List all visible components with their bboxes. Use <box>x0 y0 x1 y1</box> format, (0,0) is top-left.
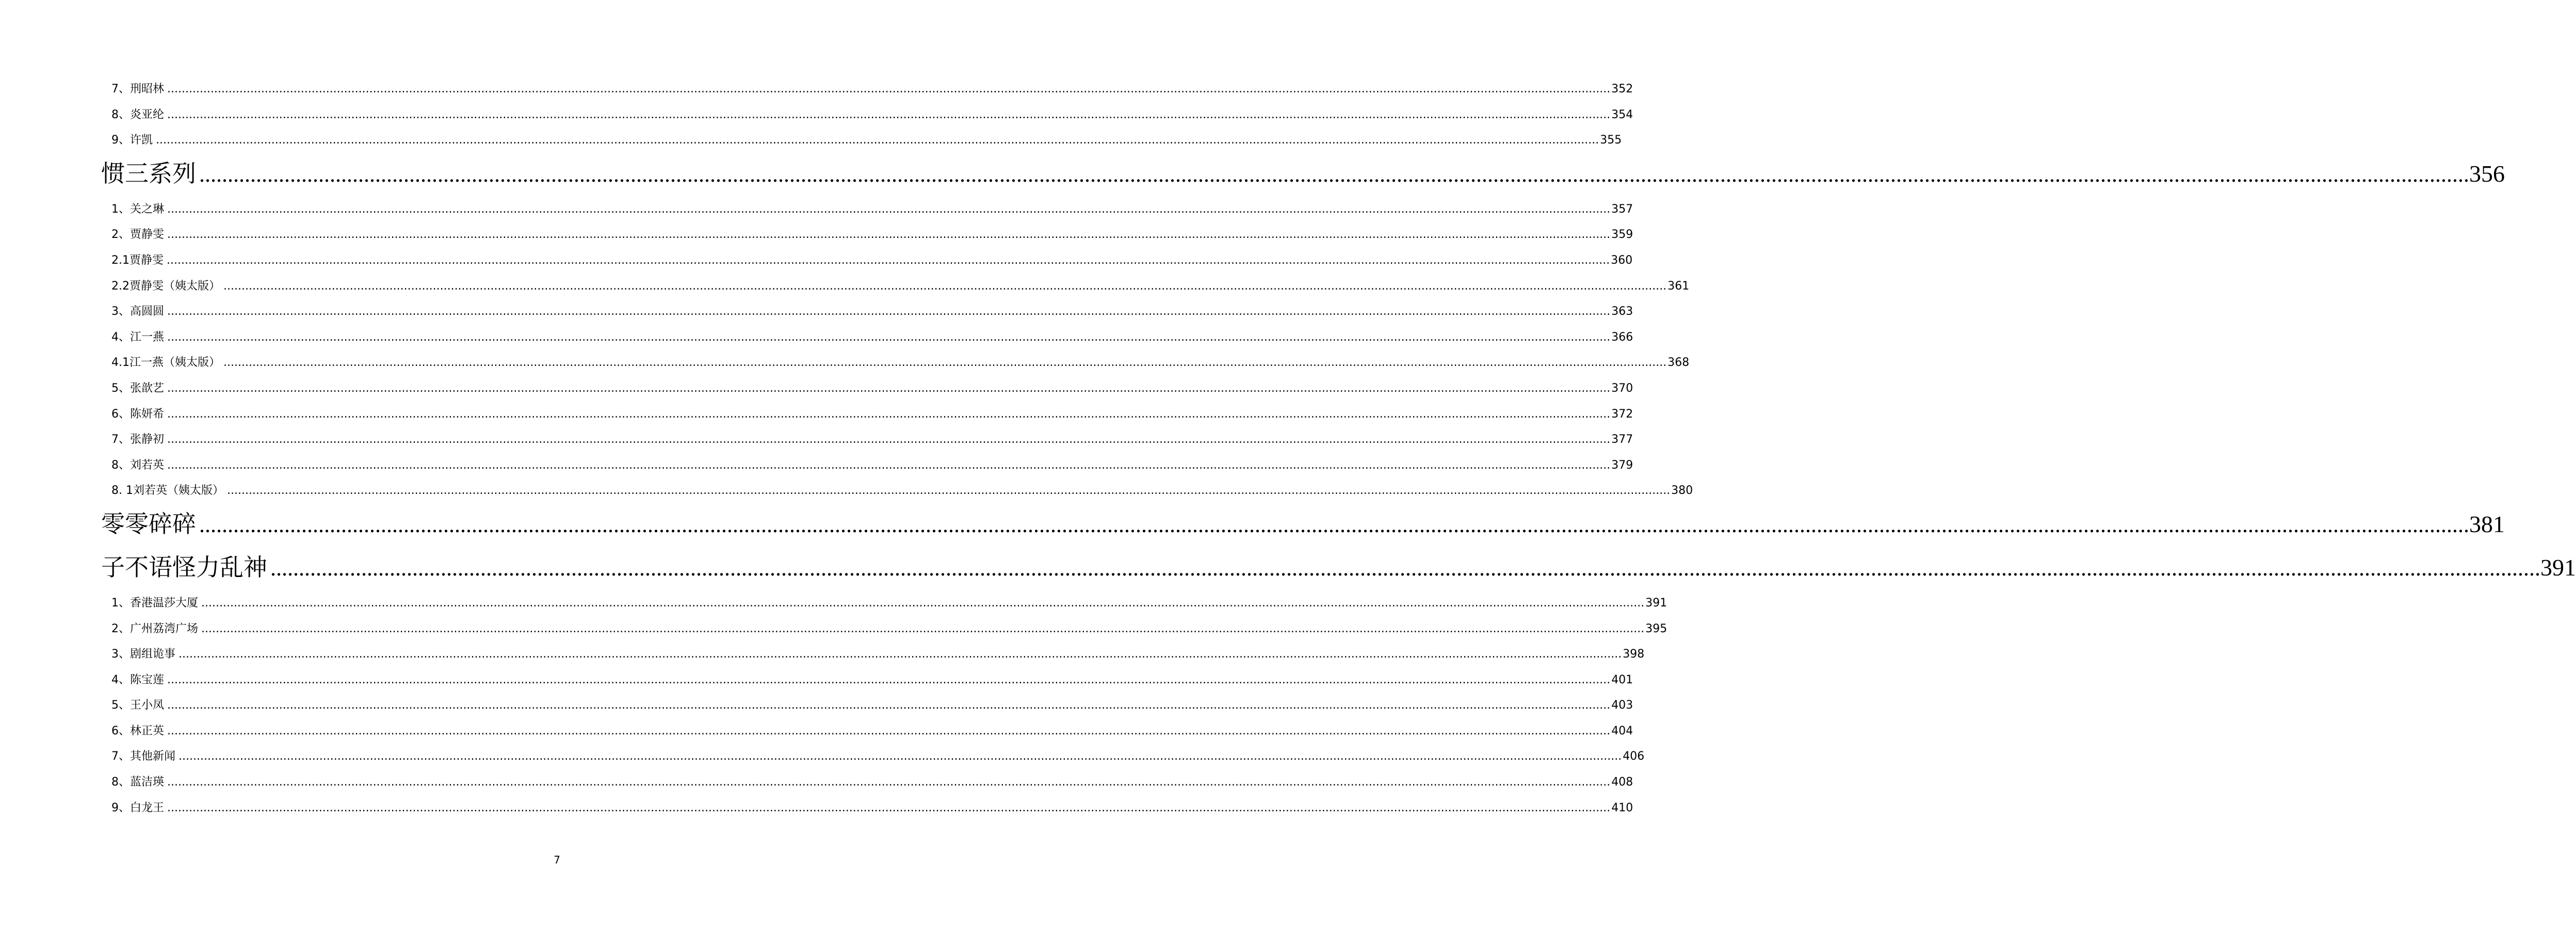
table-of-contents <box>101 76 2576 821</box>
toc-entry[interactable] <box>101 248 1633 274</box>
heading-spacer <box>101 581 559 590</box>
toc-entry[interactable] <box>101 76 1633 102</box>
dot-leader: ................................................................................................................................................................................................................................................................................................................................................................................................................ <box>167 673 1611 686</box>
toc-entry[interactable] <box>101 744 1645 770</box>
toc-entry-title: 8、刘若英 <box>111 458 164 472</box>
toc-entry[interactable] <box>101 127 1622 153</box>
toc-entry[interactable] <box>101 299 1633 325</box>
toc-entry[interactable] <box>101 102 1633 128</box>
toc-entry-page: 372 <box>1611 407 1633 421</box>
toc-entry-page: 398 <box>1623 648 1645 661</box>
toc-entry[interactable] <box>101 325 1633 350</box>
toc-entry-page: 370 <box>1611 381 1633 395</box>
toc-entry-title: 1、香港温莎大厦 <box>111 596 198 610</box>
dot-leader: ................................................................................................................................................................................................................................................................................................................................................................................................................ <box>179 648 1622 661</box>
dot-leader: ................................................................................................................................................................................................................................................................................................................................................................................................................ <box>167 305 1611 318</box>
toc-entry-title: 5、王小凤 <box>111 699 164 712</box>
toc-entry[interactable] <box>101 427 1633 453</box>
toc-entry[interactable] <box>101 478 1693 504</box>
dot-leader: ................................................................................................................................................................................................................................................................................................................................................................................................................ <box>167 776 1611 789</box>
dot-leader: ................................................................................................................................................................................................................................................................................................................................................................................................................ <box>167 801 1611 814</box>
toc-entry[interactable] <box>101 718 1633 744</box>
toc-entry-page: 352 <box>1611 83 1633 95</box>
toc-entry-title: 4.1江一燕（姨太版） <box>111 356 220 370</box>
toc-entry-title: 4、陈宝莲 <box>111 673 164 686</box>
toc-heading-title: 惯三系列 <box>101 159 196 187</box>
toc-entry-page: 380 <box>1671 484 1693 498</box>
dot-leader: ................................................................................................................................................................................................................................................................................................................................................................................................................ <box>226 484 1671 498</box>
toc-entry[interactable] <box>101 402 1633 427</box>
toc-entry-title: 8、蓝洁瑛 <box>111 776 164 789</box>
toc-entry-page: 403 <box>1611 699 1633 712</box>
toc-entry[interactable] <box>101 667 1633 693</box>
toc-entry-title: 7、其他新闻 <box>111 750 175 763</box>
toc-entry[interactable] <box>101 616 1667 642</box>
toc-heading-title: 子不语怪力乱神 <box>101 553 267 581</box>
toc-heading-page: 391 <box>2540 554 2576 581</box>
toc-entry-page: 366 <box>1611 330 1633 344</box>
heading-spacer <box>101 538 559 547</box>
toc-entry-page: 368 <box>1667 356 1690 370</box>
dot-leader: ................................................................................................................................................................................................................................................................................................................................................................................................................ <box>156 134 1599 147</box>
toc-entry-page: 406 <box>1623 750 1645 763</box>
toc-entry-title: 4、江一燕 <box>111 330 164 344</box>
toc-entry-page: 395 <box>1645 622 1667 635</box>
toc-heading-page: 356 <box>2469 160 2505 187</box>
toc-heading[interactable] <box>101 553 2576 581</box>
dot-leader: ................................................................................................................................................................................................................................................................................................................................................................................................................ <box>167 108 1611 121</box>
toc-heading-title: 零零碎碎 <box>101 509 196 538</box>
toc-entry-page: 391 <box>1645 596 1667 610</box>
toc-entry[interactable] <box>101 197 1633 222</box>
dot-leader: ................................................................................................................................................................................................................................................................................................................................................................................................................ <box>223 279 1667 293</box>
toc-entry-title: 8、炎亚纶 <box>111 108 164 121</box>
toc-entry-title: 9、白龙王 <box>111 801 164 814</box>
toc-entry-title: 2、贾静雯 <box>111 228 164 242</box>
dot-leader: ................................................................................................................................................................................................................................................................................................................................................................................................................ <box>167 433 1611 446</box>
toc-entry-title: 3、高圆圆 <box>111 305 164 318</box>
toc-entry[interactable] <box>101 590 1667 616</box>
toc-entry[interactable] <box>101 222 1633 248</box>
dot-leader: ................................................................................................................................................................................................................................................................................................................................................................................................................ <box>199 161 2469 187</box>
page-number: 7 <box>554 854 560 866</box>
dot-leader: ................................................................................................................................................................................................................................................................................................................................................................................................................ <box>167 381 1611 395</box>
toc-heading[interactable] <box>101 509 2505 538</box>
toc-entry-page: 354 <box>1611 108 1633 121</box>
heading-spacer <box>101 187 559 197</box>
toc-entry-title: 8. 1刘若英（姨太版） <box>111 484 224 498</box>
toc-entry[interactable] <box>101 274 1690 299</box>
toc-entry-page: 360 <box>1611 253 1633 267</box>
toc-entry[interactable] <box>101 376 1633 402</box>
toc-entry-page: 359 <box>1611 228 1633 242</box>
dot-leader: ................................................................................................................................................................................................................................................................................................................................................................................................................ <box>179 750 1622 763</box>
toc-entry-page: 404 <box>1611 724 1633 738</box>
toc-entry-title: 2.2贾静雯（姨太版） <box>111 279 220 293</box>
dot-leader: ................................................................................................................................................................................................................................................................................................................................................................................................................ <box>167 407 1611 421</box>
toc-entry-title: 2.1贾静雯 <box>111 253 164 267</box>
toc-entry-page: 410 <box>1611 801 1633 814</box>
dot-leader: ................................................................................................................................................................................................................................................................................................................................................................................................................ <box>167 699 1611 712</box>
dot-leader: ................................................................................................................................................................................................................................................................................................................................................................................................................ <box>199 511 2469 537</box>
toc-entry[interactable] <box>101 350 1690 376</box>
dot-leader: ................................................................................................................................................................................................................................................................................................................................................................................................................ <box>167 228 1611 242</box>
toc-entry-title: 2、广州荔湾广场 <box>111 622 198 635</box>
toc-entry[interactable] <box>101 693 1633 718</box>
toc-entry-title: 9、许凯 <box>111 134 153 147</box>
toc-entry-page: 401 <box>1611 673 1633 686</box>
toc-entry-page: 357 <box>1611 202 1633 216</box>
toc-entry-page: 361 <box>1667 279 1690 293</box>
toc-entry-title: 6、林正英 <box>111 724 164 738</box>
dot-leader: ................................................................................................................................................................................................................................................................................................................................................................................................................ <box>167 458 1611 472</box>
toc-entry-page: 363 <box>1611 305 1633 318</box>
toc-entry-page: 355 <box>1600 134 1622 147</box>
toc-entry-page: 408 <box>1611 776 1633 789</box>
dot-leader: ................................................................................................................................................................................................................................................................................................................................................................................................................ <box>167 253 1610 267</box>
toc-entry-page: 377 <box>1611 433 1633 446</box>
toc-entry-title: 7、刑昭林 <box>111 83 164 95</box>
toc-entry-page: 379 <box>1611 458 1633 472</box>
dot-leader: ................................................................................................................................................................................................................................................................................................................................................................................................................ <box>167 724 1611 738</box>
toc-entry-title: 5、张歆艺 <box>111 381 164 395</box>
toc-entry[interactable] <box>101 795 1633 821</box>
toc-entry-title: 1、关之琳 <box>111 202 164 216</box>
toc-heading-page: 381 <box>2469 510 2505 537</box>
toc-entry-title: 7、张静初 <box>111 433 164 446</box>
toc-heading[interactable] <box>101 159 2505 187</box>
dot-leader: ................................................................................................................................................................................................................................................................................................................................................................................................................ <box>201 596 1645 610</box>
toc-entry[interactable] <box>101 453 1633 478</box>
dot-leader: ................................................................................................................................................................................................................................................................................................................................................................................................................ <box>201 622 1645 635</box>
toc-entry[interactable] <box>101 642 1645 667</box>
toc-entry[interactable] <box>101 770 1633 795</box>
dot-leader: ................................................................................................................................................................................................................................................................................................................................................................................................................ <box>223 356 1667 370</box>
dot-leader: ................................................................................................................................................................................................................................................................................................................................................................................................................ <box>167 202 1611 216</box>
dot-leader: ................................................................................................................................................................................................................................................................................................................................................................................................................ <box>167 330 1611 344</box>
toc-entry-title: 3、剧组诡事 <box>111 648 175 661</box>
toc-entry-title: 6、陈妍希 <box>111 407 164 421</box>
dot-leader: ................................................................................................................................................................................................................................................................................................................................................................................................................ <box>270 555 2540 581</box>
dot-leader: ................................................................................................................................................................................................................................................................................................................................................................................................................ <box>167 83 1611 95</box>
